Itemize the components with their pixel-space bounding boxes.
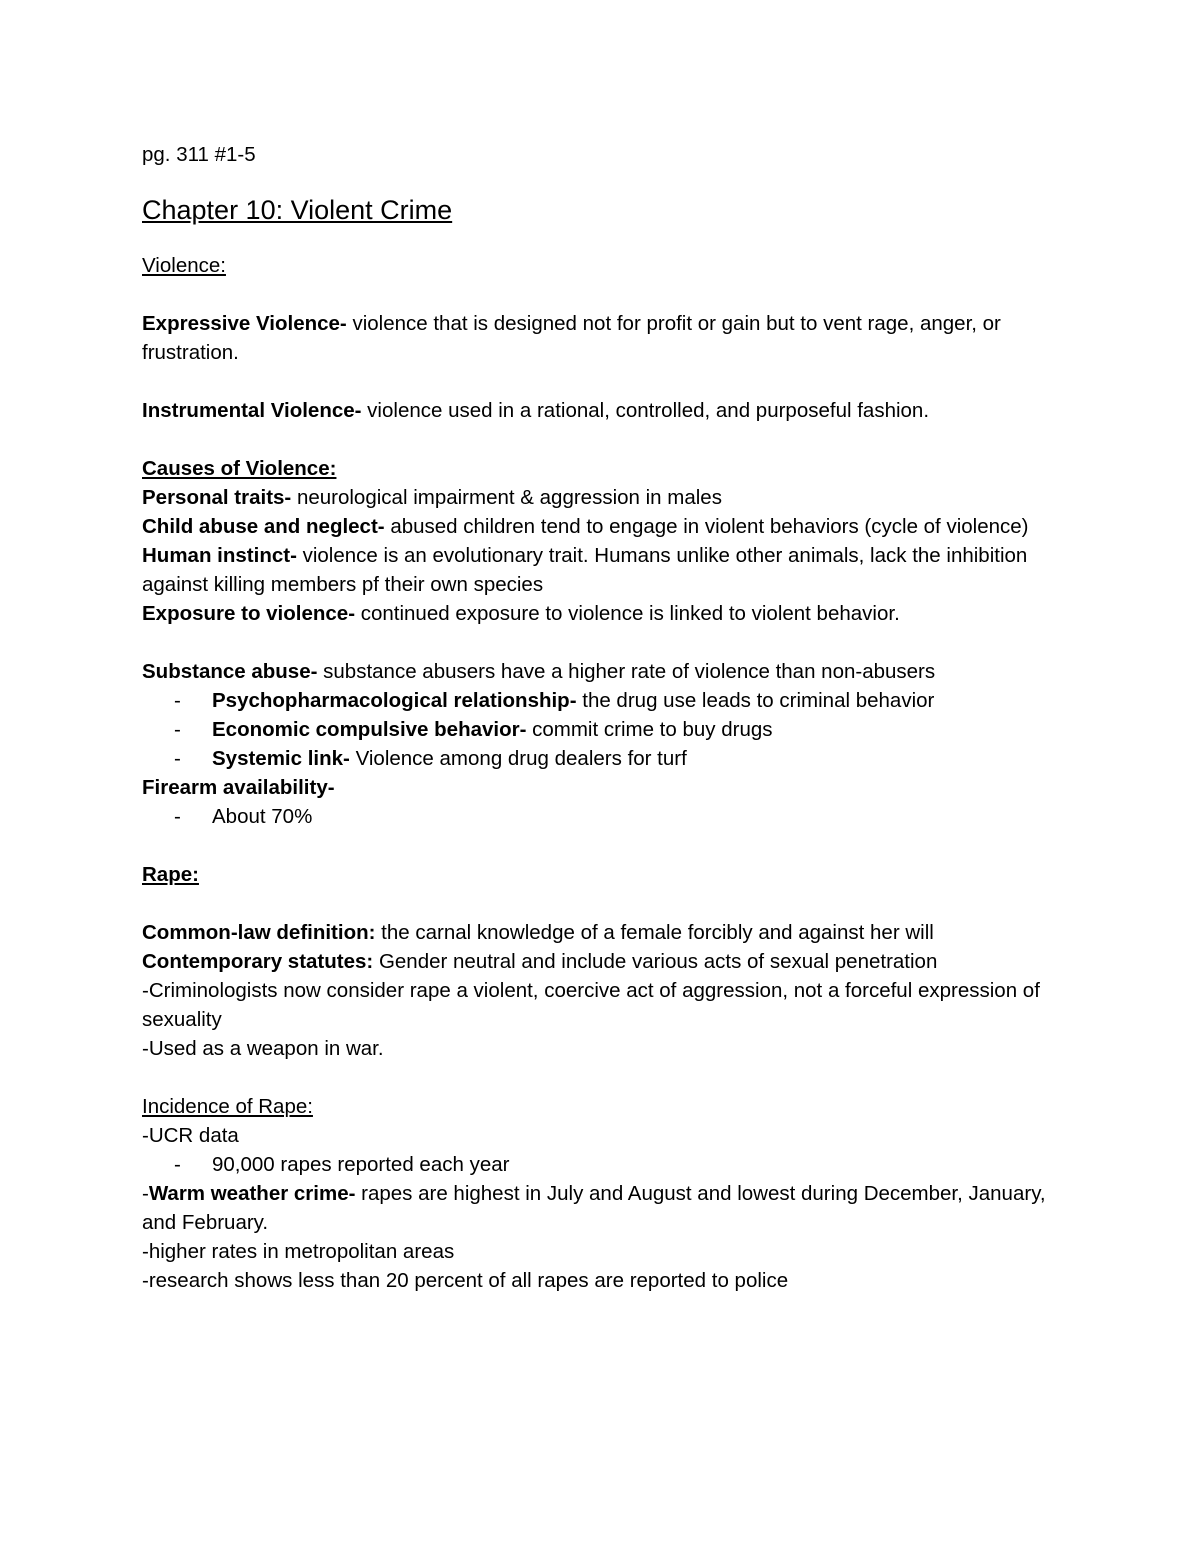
bullet-item (142, 715, 1072, 744)
bullet-item (142, 1150, 1072, 1179)
firearm-availability-term: Firearm availability- (142, 776, 335, 799)
cause-item (142, 599, 1072, 628)
research-note: -research shows less than 20 percent of all rapes are reported to police (142, 1269, 789, 1292)
contemporary-statutes (142, 947, 1072, 976)
cause-term: Personal traits- (142, 486, 292, 509)
bullet-item (142, 802, 1072, 831)
cause-item (142, 483, 1072, 512)
expressive-violence-text: violence that is designed not for profit or gain but to vent rage, anger, or frustration. (142, 312, 1001, 364)
warm-weather-term: Warm weather crime- (148, 1182, 356, 1205)
rape-heading: Rape: (142, 863, 199, 886)
dash-bullet: - (174, 1153, 181, 1176)
cause-item (142, 541, 1072, 599)
bullet-term: Systemic link- (212, 747, 350, 770)
cause-term: Exposure to violence- (142, 602, 356, 625)
page-reference: pg. 311 #1-5 (142, 143, 256, 166)
cause-text: abused children tend to engage in violent behaviors (cycle of violence) (384, 515, 1029, 538)
cause-item (142, 512, 1072, 541)
criminologists-note: -Criminologists now consider rape a violent, coercive act of aggression, not a forceful expression of sexuality (142, 979, 1040, 1031)
chapter-title: Chapter 10: Violent Crime (142, 195, 453, 225)
bullet-term: Psychopharmacological relationship- (212, 689, 577, 712)
cause-term: Human instinct- (142, 544, 297, 567)
bullet-text: the drug use leads to criminal behavior (576, 689, 935, 712)
substance-abuse-term: Substance abuse- (142, 660, 318, 683)
expressive-violence-definition (142, 309, 1072, 367)
causes-heading: Causes of Violence: (142, 457, 337, 480)
bullet-text: 90,000 rapes reported each year (212, 1153, 510, 1176)
cause-term: Child abuse and neglect- (142, 515, 385, 538)
common-law-term: Common-law definition: (142, 921, 376, 944)
instrumental-violence-definition (142, 396, 1072, 425)
dash-bullet: - (174, 805, 181, 828)
warm-prefix: - (142, 1182, 149, 1205)
cause-text: violence is an evolutionary trait. Humans unlike other animals, lack the inhibition against killing members pf their own species (142, 544, 1028, 596)
document-page (142, 140, 1072, 1295)
bullet-term: Economic compulsive behavior- (212, 718, 527, 741)
warm-weather-note (142, 1179, 1072, 1237)
bullet-text: commit crime to buy drugs (526, 718, 773, 741)
warm-weather-text: rapes are highest in July and August and lowest during December, January, and February. (142, 1182, 1046, 1234)
bullet-text: Violence among drug dealers for turf (349, 747, 687, 770)
dash-bullet: - (174, 689, 181, 712)
violence-heading: Violence: (142, 254, 226, 277)
dash-bullet: - (174, 747, 181, 770)
bullet-item (142, 744, 1072, 773)
weapon-in-war-note: -Used as a weapon in war. (142, 1037, 384, 1060)
cause-text: neurological impairment & aggression in males (291, 486, 722, 509)
contemporary-term: Contemporary statutes: (142, 950, 374, 973)
substance-abuse-item (142, 657, 1072, 686)
instrumental-violence-text: violence used in a rational, controlled, and purposeful fashion. (361, 399, 930, 422)
common-law-definition (142, 918, 1072, 947)
expressive-violence-term: Expressive Violence- (142, 312, 347, 335)
instrumental-violence-term: Instrumental Violence- (142, 399, 362, 422)
contemporary-text: Gender neutral and include various acts of sexual penetration (373, 950, 938, 973)
common-law-text: the carnal knowledge of a female forcibly and against her will (375, 921, 934, 944)
ucr-data-note: -UCR data (142, 1124, 239, 1147)
substance-abuse-text: substance abusers have a higher rate of violence than non-abusers (317, 660, 936, 683)
cause-text: continued exposure to violence is linked to violent behavior. (355, 602, 900, 625)
dash-bullet: - (174, 718, 181, 741)
bullet-text: About 70% (212, 805, 313, 828)
bullet-item (142, 686, 1072, 715)
incidence-heading: Incidence of Rape: (142, 1095, 313, 1118)
metropolitan-note: -higher rates in metropolitan areas (142, 1240, 455, 1263)
